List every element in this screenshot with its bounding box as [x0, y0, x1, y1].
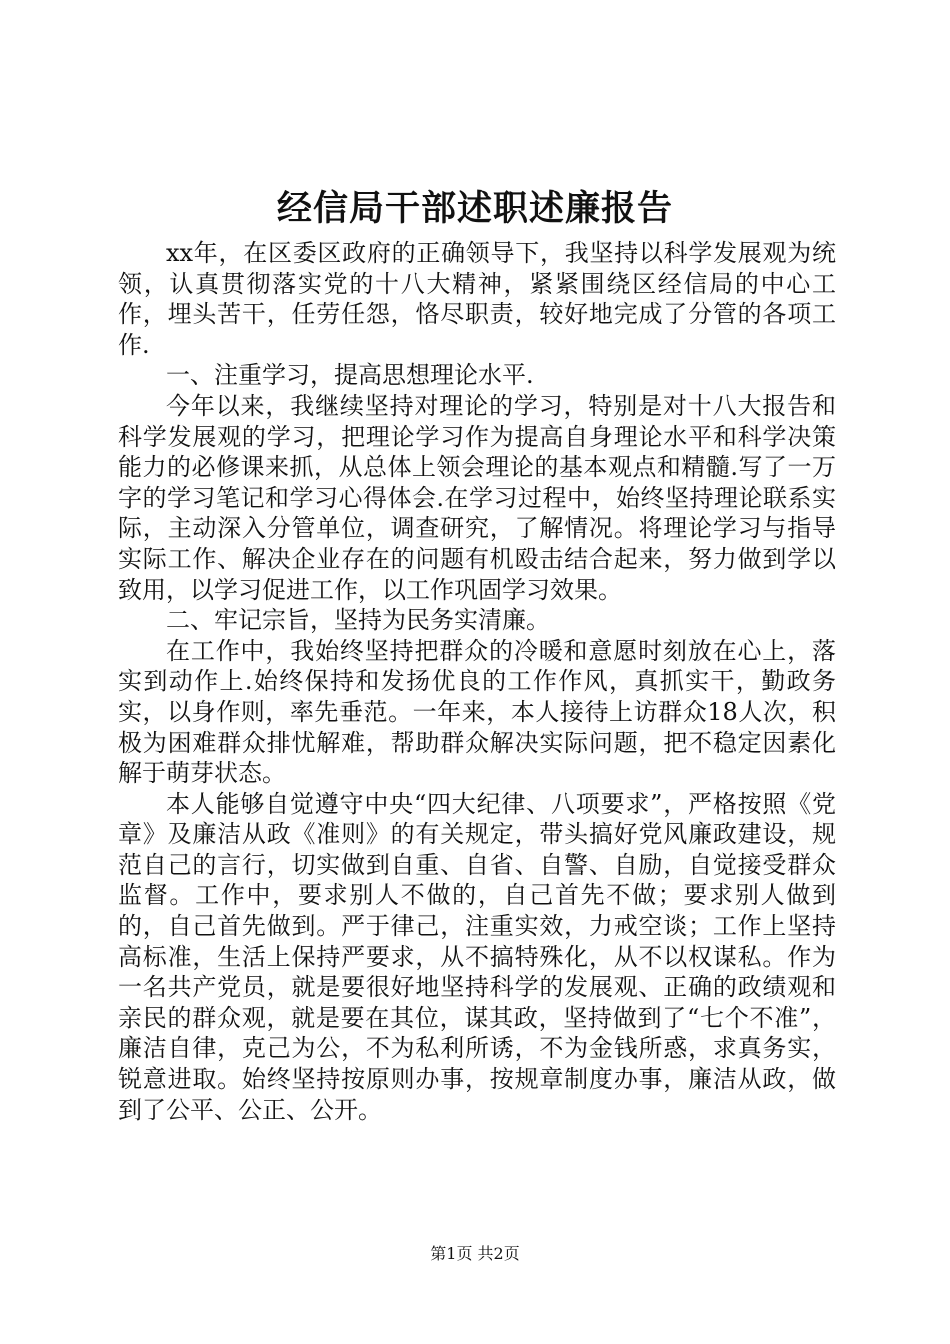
paragraph-study: 今年以来，我继续坚持对理论的学习，特别是对十八大报告和科学发展观的学习，把理论学习作为提高自身理论水平和科学决策能力的必修课来抓，从总体上领会理论的基本观点和精髓.写了一万字的学习笔记和学习心得体会.在学习过程中，始终坚持理论联系实际，主动深入分管单位，调查研究，了解情况。将理论学习与指导实际工作、解决企业存在的问题有机殴击结合起来，努力做到学以致用，以学习促进工作，以工作巩固学习效果。 — [118, 391, 836, 604]
section-heading-2: 二、牢记宗旨，坚持为民务实清廉。 — [166, 606, 550, 635]
page-footer: 第1页 共2页 — [430, 1244, 520, 1263]
paragraph-intro: xx年，在区委区政府的正确领导下，我坚持以科学发展观为统领，认真贯彻落实党的十八大精神，紧紧围绕区经信局的中心工作，埋头苦干，任劳任怨，恪尽职责，较好地完成了分管的各项工作. — [118, 239, 836, 359]
document-title: 经信局干部述职述廉报告 — [276, 188, 673, 229]
document-body — [118, 238, 836, 1125]
paragraph-work: 在工作中，我始终坚持把群众的冷暖和意愿时刻放在心上，落实到动作上.始终保持和发扬优良的工作作风，真抓实干，勤政务实，以身作则，率先垂范。一年来，本人接待上访群众18人次，积极为困难群众排忧解难，帮助群众解决实际问题，把不稳定因素化解于萌芽状态。 — [118, 636, 836, 788]
section-heading-1: 一、注重学习，提高思想理论水平. — [166, 361, 534, 390]
paragraph-integrity: 本人能够自觉遵守中央“四大纪律、八项要求”，严格按照《党章》及廉洁从政《准则》的有关规定，带头搞好党风廉政建设，规范自己的言行，切实做到自重、自省、自警、自励，自觉接受群众监督。工作中，要求别人不做的，自己首先不做；要求别人做到的，自己首先做到。严于律己，注重实效，力戒空谈；工作上坚持高标准，生活上保持严要求，从不搞特殊化，从不以权谋私。作为一名共产党员，就是要很好地坚持科学的发展观、正确的政绩观和亲民的群众观，就是要在其位，谋其政，坚持做到了“七个不准”，廉洁自律，克己为公，不为私利所诱，不为金钱所惑，求真务实，锐意进取。始终坚持按原则办事，按规章制度办事，廉洁从政，做到了公平、公正、公开。 — [118, 789, 836, 1124]
